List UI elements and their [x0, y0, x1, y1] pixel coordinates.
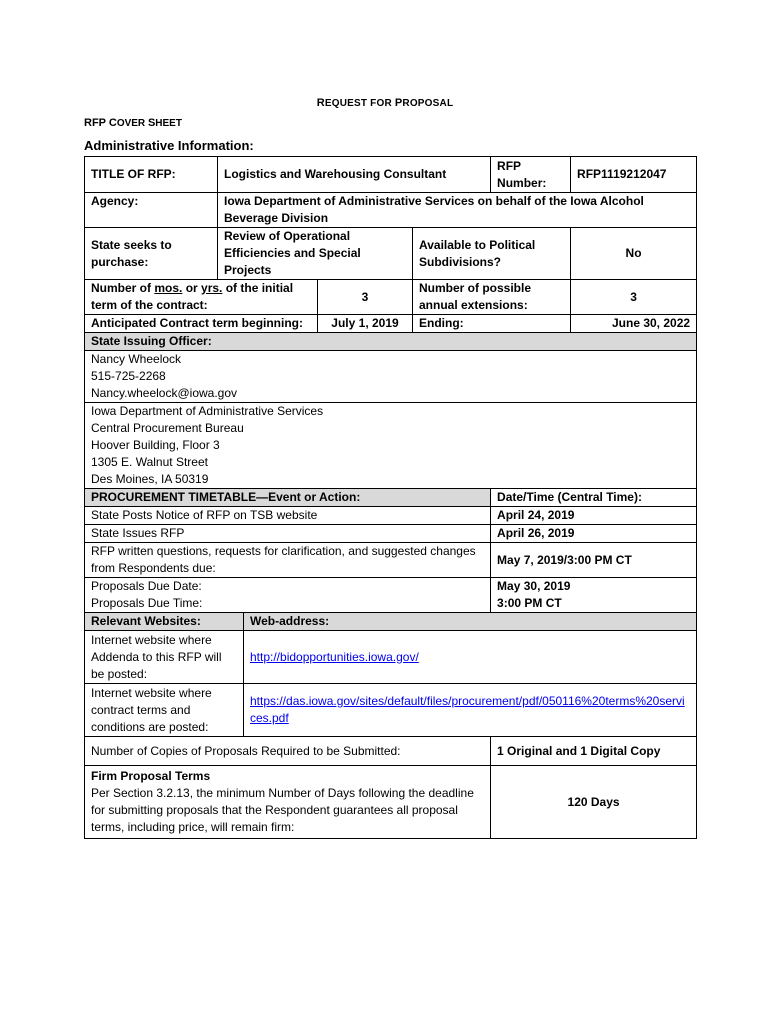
address-line: 1305 E. Walnut Street	[91, 455, 208, 469]
officer-header-row	[85, 333, 697, 351]
website-row	[85, 631, 697, 684]
address-line: Central Procurement Bureau	[91, 421, 244, 435]
proposals-due-time-label: Proposals Due Time:	[91, 596, 203, 610]
websites-header-row	[85, 613, 697, 631]
website-label: Internet website where contract terms and conditions are posted:	[85, 684, 244, 737]
contract-dates-row	[85, 315, 697, 333]
website-url-cell	[244, 631, 697, 684]
title-row	[85, 157, 697, 193]
initial-term-label: Number of mos. or yrs. of the initial term of the contract:	[85, 280, 318, 315]
timetable-date: April 24, 2019	[491, 507, 697, 525]
extensions-label: Number of possible annual extensions:	[413, 280, 571, 315]
firm-terms-title: Firm Proposal Terms	[91, 769, 211, 783]
political-value: No	[571, 228, 697, 280]
timetable-row	[85, 578, 697, 613]
title-label: TITLE OF RFP:	[85, 157, 218, 193]
initial-term-value: 3	[318, 280, 413, 315]
officer-label: State Issuing Officer:	[85, 333, 697, 351]
firm-terms-value: 120 Days	[491, 766, 697, 839]
timetable-date: May 7, 2019/3:00 PM CT	[491, 543, 697, 578]
timetable-header-row	[85, 489, 697, 507]
page-title: REQUEST FOR PROPOSAL	[316, 97, 454, 109]
website-url-cell	[244, 684, 697, 737]
officer-phone: 515-725-2268	[91, 369, 166, 383]
timetable-row	[85, 507, 697, 525]
administrative-information-heading: Administrative Information:	[84, 138, 254, 153]
timetable-event: State Issues RFP	[85, 525, 491, 543]
political-label: Available to Political Subdivisions?	[413, 228, 571, 280]
timetable-event: State Posts Notice of RFP on TSB website	[85, 507, 491, 525]
address-line: Iowa Department of Administrative Services	[91, 404, 324, 418]
rfp-cover-table	[84, 156, 697, 839]
ending-label: Ending:	[413, 315, 571, 333]
copies-value: 1 Original and 1 Digital Copy	[491, 737, 697, 766]
timetable-event-header: PROCUREMENT TIMETABLE—Event or Action:	[85, 489, 491, 507]
officer-address-row	[85, 403, 697, 489]
agency-label: Agency:	[85, 193, 218, 228]
beginning-value: July 1, 2019	[318, 315, 413, 333]
firm-terms-row	[85, 766, 697, 839]
term-row	[85, 280, 697, 315]
timetable-date	[491, 578, 697, 613]
seeks-row	[85, 228, 697, 280]
web-address-header: Web-address:	[244, 613, 697, 631]
addenda-link[interactable]: http://bidopportunities.iowa.gov/	[250, 649, 419, 664]
firm-terms-text: Per Section 3.2.13, the minimum Number of Days following the deadline for submitting proposals that the Respondent guarantees all proposal terms, including price, will remain firm:	[91, 786, 474, 834]
contract-terms-link[interactable]: https://das.iowa.gov/sites/default/files/procurement/pdf/050116%20terms%20services.pdf	[250, 694, 685, 725]
seeks-label: State seeks to purchase:	[85, 228, 218, 280]
address-line: Des Moines, IA 50319	[91, 472, 209, 486]
agency-value: Iowa Department of Administrative Services on behalf of the Iowa Alcohol Beverage Division	[218, 193, 697, 228]
timetable-row	[85, 525, 697, 543]
title-value: Logistics and Warehousing Consultant	[218, 157, 491, 193]
timetable-event	[85, 578, 491, 613]
proposals-due-date: May 30, 2019	[497, 579, 571, 593]
website-label: Internet website where Addenda to this RFP will be posted:	[85, 631, 244, 684]
officer-address	[85, 403, 697, 489]
officer-contact-row	[85, 351, 697, 403]
timetable-date-header: Date/Time (Central Time):	[491, 489, 697, 507]
seeks-value: Review of Operational Efficiencies and Special Projects	[218, 228, 413, 280]
rfp-number-label: RFP Number:	[491, 157, 571, 193]
timetable-date: April 26, 2019	[491, 525, 697, 543]
rfp-number-value: RFP1119212047	[571, 157, 697, 193]
extensions-value: 3	[571, 280, 697, 315]
timetable-row	[85, 543, 697, 578]
officer-name: Nancy Wheelock	[91, 352, 182, 366]
copies-label: Number of Copies of Proposals Required to be Submitted:	[85, 737, 491, 766]
ending-value: June 30, 2022	[571, 315, 697, 333]
proposals-due-time: 3:00 PM CT	[497, 596, 562, 610]
officer-contact	[85, 351, 697, 403]
beginning-label: Anticipated Contract term beginning:	[85, 315, 318, 333]
websites-label: Relevant Websites:	[85, 613, 244, 631]
agency-row	[85, 193, 697, 228]
cover-sheet-title: RFP COVER SHEET	[84, 117, 182, 129]
timetable-event: RFP written questions, requests for clarification, and suggested changes from Respondents due:	[85, 543, 491, 578]
firm-terms-cell	[85, 766, 491, 839]
proposals-due-date-label: Proposals Due Date:	[91, 579, 202, 593]
officer-email: Nancy.wheelock@iowa.gov	[91, 386, 238, 400]
website-row	[85, 684, 697, 737]
address-line: Hoover Building, Floor 3	[91, 438, 220, 452]
copies-row	[85, 737, 697, 766]
